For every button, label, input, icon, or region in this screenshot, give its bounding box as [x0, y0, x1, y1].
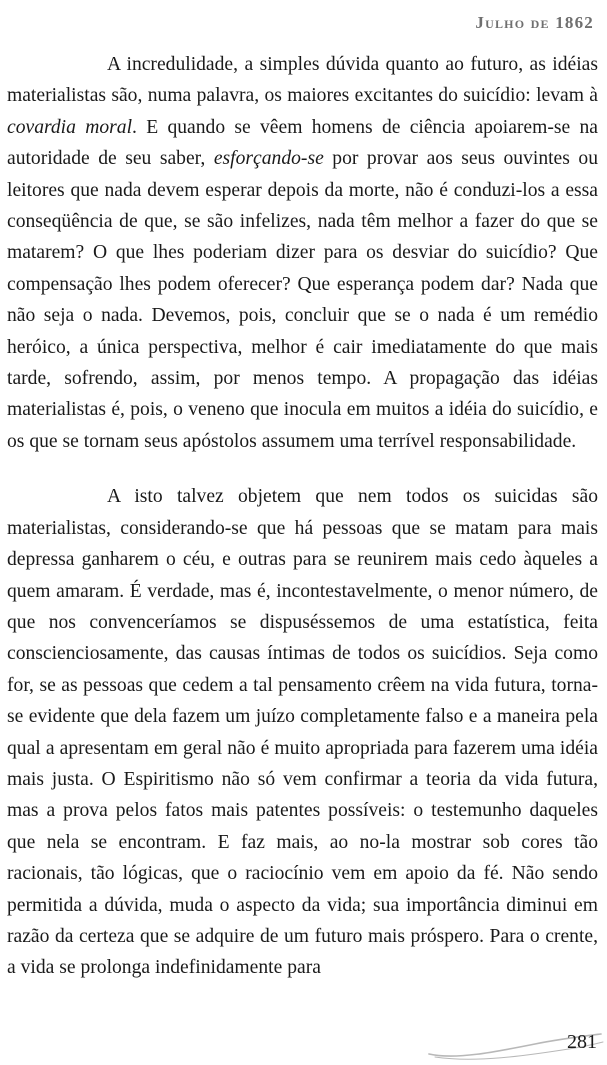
paragraph-1-text-b: . E quando se vêem homens de ciência apoiarem-se na autoridade de seu saber, — [7, 116, 598, 170]
page-number: 281 — [567, 1031, 597, 1053]
paragraph-2: A isto talvez objetem que nem todos os suicidas são materialistas, considerando-se que há pessoas que se matam para mais depressa ganharem o céu, e outras para se reunirem mais cedo àqueles a quem amaram. É verdade, mas é, incontestavelmente, o menor número, de que nos convenceríamos se dispuséssemos de uma estatística, feita conscienciosamente, das causas íntimas de todos os suicídios. Seja como for, se as pessoas que cedem a tal pensamento crêem na vida futura, torna-se evidente que dela fazem um juízo completamente falso e a maneira pela qual a apresentam em geral não é muito apropriada para fazerem uma idéia mais justa. O Espiritismo não só vem confirmar a teoria da vida futura, mas a prova pelos fatos mais patentes possíveis: o testemunho daqueles que nela se encontram. E faz mais, ao no-la mostrar sob cores tão racionais, tão lógicas, que o raciocínio vem em apoio da fé. Não sendo permitida a dúvida, muda o aspecto da vida; sua importância diminui em razão da certeza que se adquire de um futuro mais próspero. Para o crente, a vida se prolonga indefinidamente para — [7, 486, 598, 979]
paragraph-1-italic-phrase: covardia moral — [7, 116, 133, 138]
running-head: Julho de 1862 — [475, 13, 594, 32]
paragraph-1-text-a: A incredulidade, a simples dúvida quanto ao futuro, as idéias materialistas são, numa palavra, os maiores excitantes do suicídio: levam à — [7, 54, 598, 107]
paragraph-1-italic-word: esforçando-se — [213, 148, 324, 170]
paragraph-1 — [7, 49, 598, 457]
page-footer — [0, 1018, 607, 1065]
page-body — [7, 49, 598, 984]
paragraph-1-text-c: por provar aos seus ouvintes ou leitores que nada devem esperar depois da morte, não é conduzi-los a essa conseqüência de que, se são infelizes, nada têm melhor a fazer do que se matarem? O que lhes poderiam dizer para os desviar do suicídio? Que compensação lhes podem oferecer? Que esperança podem dar? Nada que não seja o nada. Devemos, pois, concluir que se o nada é um remédio heróico, a única perspectiva, melhor é cair imediatamente do que mais tarde, sofrendo, assim, por menos tempo. A propagação das idéias materialistas é, pois, o veneno que inocula em muitos a idéia do suicídio, e os que se tornam seus apóstolos assumem uma terrível responsabilidade. — [7, 148, 598, 452]
